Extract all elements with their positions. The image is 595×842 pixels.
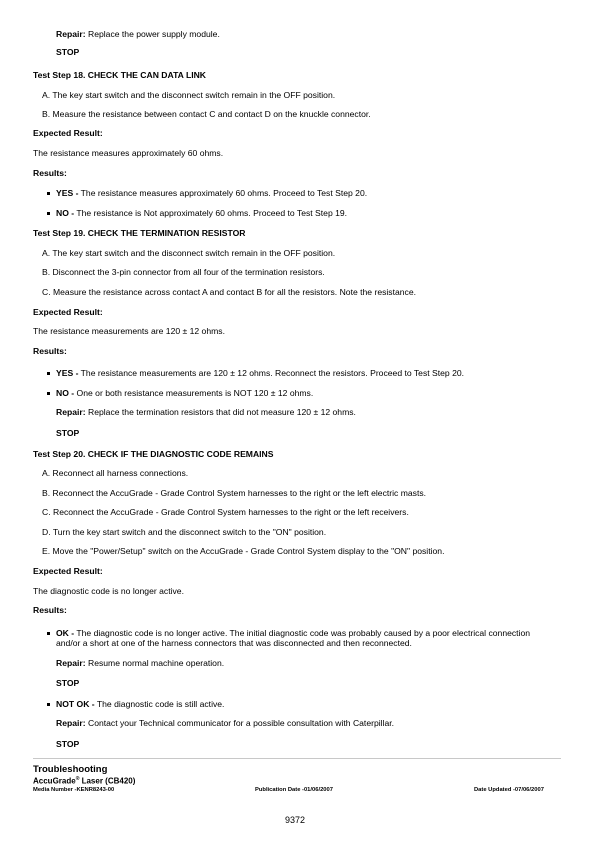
step-20-result-ok: OK - The diagnostic code is no longer active. The initial diagnostic code was probably caused by a poor electrical connection	[56, 628, 531, 638]
step-19-stop: STOP	[56, 428, 80, 438]
step-20-expected-text: The diagnostic code is no longer active.	[33, 586, 184, 596]
step-20-item-c: C. Reconnect the AccuGrade - Grade Control System harnesses to the right or the left receivers.	[42, 507, 409, 517]
step-20-item-e: E. Move the "Power/Setup" switch on the AccuGrade - Grade Control System display to the "ON" position.	[42, 546, 445, 556]
bullet-icon	[47, 212, 50, 215]
bullet-icon	[47, 192, 50, 195]
step-20-not-ok-repair: Repair: Contact your Technical communicator for a possible consultation with Caterpillar.	[56, 718, 395, 728]
step-20-result-not-ok: NOT OK - The diagnostic code is still active.	[56, 699, 225, 709]
step-20-expected-label: Expected Result:	[33, 566, 103, 576]
bullet-icon	[47, 703, 50, 706]
repair-text: Replace the power supply module.	[85, 29, 220, 39]
footer-divider	[33, 758, 561, 759]
step-20-results-label: Results:	[33, 605, 67, 615]
step-18-title: Test Step 18. CHECK THE CAN DATA LINK	[33, 70, 206, 80]
step-20-result-ok-cont: and/or a short at one of the harness connectors that was disconnected and then reconnected.	[56, 638, 412, 648]
step-19-title: Test Step 19. CHECK THE TERMINATION RESISTOR	[33, 228, 246, 238]
step-20-ok-stop: STOP	[56, 678, 80, 688]
step-18-expected-text: The resistance measures approximately 60 ohms.	[33, 148, 224, 158]
step-20-item-b: B. Reconnect the AccuGrade - Grade Control System harnesses to the right or the left electric masts.	[42, 488, 427, 498]
stop-label: STOP	[56, 47, 80, 57]
step-18-result-no: NO - The resistance is Not approximately 60 ohms. Proceed to Test Step 19.	[56, 208, 348, 218]
step-18-result-yes: YES - The resistance measures approximately 60 ohms. Proceed to Test Step 20.	[56, 188, 368, 198]
step-19-result-yes: YES - The resistance measurements are 120 ± 12 ohms. Reconnect the resistors. Proceed to Test Step 20.	[56, 368, 465, 378]
step-19-repair: Repair: Replace the termination resistors that did not measure 120 ± 12 ohms.	[56, 407, 356, 417]
step-19-expected-text: The resistance measurements are 120 ± 12 ohms.	[33, 326, 225, 336]
step-19-results-label: Results:	[33, 346, 67, 356]
page-number: 9372	[285, 815, 306, 825]
bullet-icon	[47, 392, 50, 395]
repair-label: Repair:	[56, 29, 86, 39]
bullet-icon	[47, 632, 50, 635]
step-20-item-d: D. Turn the key start switch and the disconnect switch to the "ON" position.	[42, 527, 327, 537]
step-20-item-a: A. Reconnect all harness connections.	[42, 468, 189, 478]
step-20-title: Test Step 20. CHECK IF THE DIAGNOSTIC CODE REMAINS	[33, 449, 274, 459]
footer-publication-date: Publication Date -01/06/2007	[255, 787, 333, 793]
step-19-expected-label: Expected Result:	[33, 307, 103, 317]
step-18-results-label: Results:	[33, 168, 67, 178]
bullet-icon	[47, 372, 50, 375]
footer-date-updated: Date Updated -07/06/2007	[474, 787, 544, 793]
step-19-item-b: B. Disconnect the 3-pin connector from all four of the termination resistors.	[42, 267, 325, 277]
footer-media-number: Media Number -KENR8243-00	[33, 787, 115, 793]
step-18-item-a: A. The key start switch and the disconnect switch remain in the OFF position.	[42, 90, 336, 100]
repair-line	[56, 29, 220, 40]
step-19-result-no: NO - One or both resistance measurements is NOT 120 ± 12 ohms.	[56, 388, 314, 398]
step-20-ok-repair: Repair: Resume normal machine operation.	[56, 658, 225, 668]
step-20-not-ok-stop: STOP	[56, 739, 80, 749]
step-19-item-c: C. Measure the resistance across contact A and contact B for all the resistors. Note the resistance.	[42, 287, 417, 297]
footer-subtitle: AccuGrade® Laser (CB420)	[33, 776, 136, 786]
footer-title: Troubleshooting	[33, 764, 108, 775]
step-19-item-a: A. The key start switch and the disconnect switch remain in the OFF position.	[42, 248, 336, 258]
step-18-item-b: B. Measure the resistance between contact C and contact D on the knuckle connector.	[42, 109, 371, 119]
step-18-expected-label: Expected Result:	[33, 128, 103, 138]
